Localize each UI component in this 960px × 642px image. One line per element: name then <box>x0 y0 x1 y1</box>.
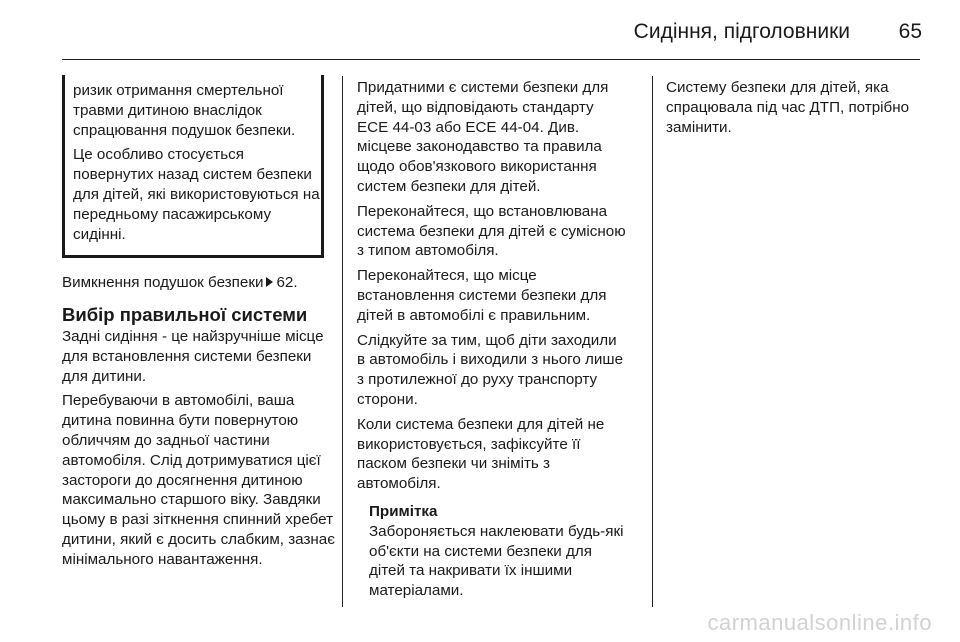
page-reference-arrow-icon <box>266 277 273 287</box>
airbag-reference <box>62 273 332 293</box>
warning-paragraph: ризик отримання смертельної травми дитиною внаслідок спрацювання подушок безпеки. <box>73 82 296 139</box>
page-number: 65 <box>898 20 922 43</box>
column-3 <box>666 78 932 137</box>
column-divider <box>652 76 653 607</box>
body-paragraph: Перебуваючи в автомобілі, ваша дитина повинна бути повернутою обличчям до задньої частини автомобіля. Слід дотримуватися цієї застороги до досягнення дитиною максимально старшого віку. Завдяки цьому в разі зіткнення спинний хребет дитини, який є досить слабким, зазнає мінімального навантаження. <box>62 392 335 568</box>
airbag-reference-text: Вимкнення подушок безпеки <box>62 274 264 291</box>
header-divider <box>62 59 920 60</box>
note-text: Забороняється наклеювати будь-які об'єкти на системи безпеки для дітей та накривати їх іншими матеріалами. <box>369 522 624 600</box>
section-heading: Вибір правильної системи <box>62 304 308 325</box>
body-paragraph: Придатними є системи безпеки для дітей, що відповідають стандарту ЕСЕ 44-03 або ЕСЕ 44-04. Див. місцеве законодавство та правила щодо обов'язкового використання систем безпеки для дітей. <box>357 79 609 195</box>
watermark: carmanualsonline.info <box>707 610 932 635</box>
airbag-reference-link[interactable]: 62. <box>276 274 298 291</box>
column-divider <box>342 76 343 607</box>
column-2 <box>357 78 627 601</box>
body-paragraph: Переконайтеся, що місце встановлення системи безпеки для дітей в автомобілі є правильним. <box>357 267 607 324</box>
column-1-body <box>62 327 338 570</box>
note-title: Примітка <box>369 502 438 520</box>
warning-paragraph: Це особливо стосується повернутих назад систем безпеки для дітей, які використовуються на передньому пасажирському сидінні. <box>73 146 320 243</box>
body-paragraph: Коли система безпеки для дітей не використовується, зафіксуйте її паском безпеки чи зніміть з автомобіля. <box>357 415 605 493</box>
body-paragraph: Задні сидіння - це найзручніше місце для встановлення системи безпеки для дитини. <box>62 328 324 385</box>
warning-box <box>62 75 324 258</box>
page-title: Сидіння, підголовники <box>633 20 850 43</box>
body-paragraph: Систему безпеки для дітей, яка спрацювала під час ДТП, потрібно замінити. <box>666 79 910 136</box>
body-paragraph: Слідкуйте за тим, щоб діти заходили в автомобіль і виходили з нього лише з протилежної до руху транспорту сторони. <box>357 331 624 408</box>
body-paragraph: Переконайтеся, що встановлювана система безпеки для дітей є сумісною з типом автомобіля. <box>357 202 626 260</box>
note-block <box>369 502 627 601</box>
